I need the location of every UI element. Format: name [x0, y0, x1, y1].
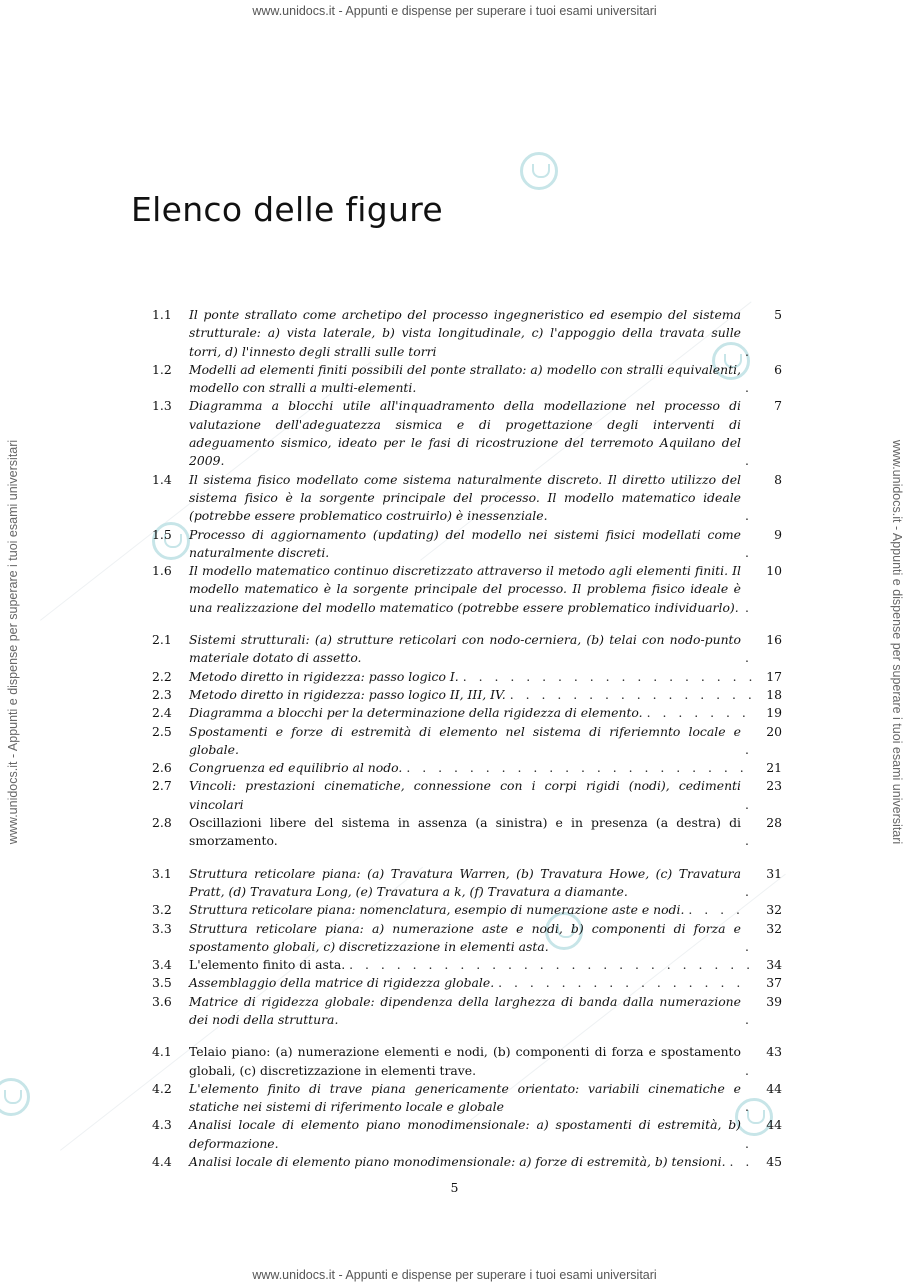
figure-entry[interactable]	[152, 814, 782, 851]
dot-leader	[345, 956, 752, 974]
figure-entry[interactable]	[152, 306, 782, 361]
figure-entry-body	[189, 901, 752, 919]
figure-number: 1.1	[152, 307, 172, 322]
watermark-logo-icon	[520, 152, 558, 190]
figure-number: 3.5	[152, 975, 172, 991]
figure-number: 1.5	[152, 526, 172, 542]
figure-entry[interactable]	[152, 631, 782, 668]
figure-entry-body	[189, 631, 752, 668]
figure-entry-body	[189, 777, 752, 814]
figure-number: 1.4	[152, 471, 172, 487]
figure-number: 3.6	[152, 993, 172, 1009]
figure-entry-body	[189, 397, 752, 470]
dot-leader	[459, 668, 752, 686]
figure-number: 2.6	[152, 760, 172, 776]
figure-caption: L'elemento finito di asta.	[189, 957, 346, 973]
figure-page: 9	[774, 526, 782, 542]
figure-caption: Il sistema fisico modellato come sistema naturalmente discreto. Il diretto utilizzo del sistema fisico è la sorgente principale del processo. Il modello matematico ideale (potrebbe essere problematico costruirlo) è inessenziale.	[189, 471, 741, 524]
figure-number: 1.3	[152, 398, 172, 414]
figure-page: 21	[766, 760, 782, 776]
figure-number: 2.1	[152, 632, 172, 648]
figure-entry-body	[189, 956, 752, 974]
figure-page: 34	[766, 957, 782, 973]
figure-entry-body	[189, 1116, 752, 1153]
figure-page: 19	[766, 705, 782, 721]
figure-entry-body	[189, 471, 752, 526]
figure-caption: Oscillazioni libere del sistema in assenza (a sinistra) e in presenza (a destra) di smorzamento.	[189, 815, 741, 849]
figure-entry[interactable]	[152, 777, 782, 814]
figure-entry[interactable]	[152, 865, 782, 902]
list-of-figures	[152, 306, 782, 1185]
figure-entry[interactable]	[152, 668, 782, 686]
figure-entry[interactable]	[152, 471, 782, 526]
figure-page: 37	[766, 975, 782, 991]
figure-caption: Struttura reticolare piana: (a) Travatura Warren, (b) Travatura Howe, (c) Travatura Pratt, (d) Travatura Long, (e) Travatura a k, (f) Travatura a diamante.	[189, 865, 741, 899]
figure-entry[interactable]	[152, 993, 782, 1030]
figure-entry-body	[189, 526, 752, 563]
figure-entry[interactable]	[152, 759, 782, 777]
figure-group	[152, 865, 782, 1030]
figure-page: 20	[766, 723, 782, 739]
figure-entry-body	[189, 1153, 752, 1171]
figure-page: 10	[766, 563, 782, 579]
figure-caption: Telaio piano: (a) numerazione elementi e nodi, (b) componenti di forza e spostamento globali, (c) discretizzazione in elementi trave.	[189, 1044, 741, 1078]
figure-caption: Matrice di rigidezza globale: dipendenza della larghezza di banda dalla numerazione dei nodi della struttura.	[189, 993, 741, 1027]
figure-entry-body	[189, 865, 752, 902]
figure-number: 3.4	[152, 957, 172, 973]
dot-leader	[726, 1153, 752, 1171]
figure-number: 2.7	[152, 778, 172, 794]
watermark-logo-icon	[0, 1078, 30, 1116]
figure-number: 3.1	[152, 865, 172, 881]
figure-entry[interactable]	[152, 526, 782, 563]
figure-number: 1.2	[152, 361, 172, 377]
figure-group	[152, 631, 782, 851]
figure-caption: Vincoli: prestazioni cinematiche, connessione con i corpi rigidi (nodi), cedimenti vincolari	[189, 778, 741, 812]
figure-page: 32	[766, 920, 782, 936]
figure-entry[interactable]	[152, 397, 782, 470]
figure-entry-body	[189, 361, 752, 398]
figure-page: 45	[766, 1154, 782, 1170]
figure-page: 6	[774, 361, 782, 377]
figure-caption: Metodo diretto in rigidezza: passo logico II, III, IV.	[189, 686, 506, 702]
figure-caption: Diagramma a blocchi per la determinazione della rigidezza di elemento.	[189, 705, 643, 721]
figure-entry-body	[189, 1080, 752, 1117]
bottom-banner[interactable]: www.unidocs.it - Appunti e dispense per superare i tuoi esami universitari	[252, 1268, 657, 1282]
figure-entry-body	[189, 759, 752, 777]
figure-page: 31	[766, 865, 782, 881]
figure-entry-body	[189, 686, 752, 704]
figure-number: 4.2	[152, 1080, 172, 1096]
page-number: 5	[450, 1180, 459, 1195]
figure-caption: Processo di aggiornamento (updating) del modello nei sistemi fisici modellati come naturalmente discreti.	[189, 526, 741, 560]
figure-page: 18	[766, 686, 782, 702]
figure-entry-body	[189, 974, 752, 992]
figure-caption: Congruenza ed equilibrio al nodo.	[189, 760, 403, 776]
figure-entry[interactable]	[152, 361, 782, 398]
page-title: Elenco delle figure	[131, 190, 443, 229]
figure-number: 1.6	[152, 563, 172, 579]
figure-number: 3.2	[152, 902, 172, 918]
figure-entry-body	[189, 814, 752, 851]
figure-page: 44	[766, 1080, 782, 1096]
figure-caption: Metodo diretto in rigidezza: passo logico I.	[189, 668, 459, 684]
left-side-banner[interactable]: www.unidocs.it - Appunti e dispense per superare i tuoi esami universitari	[6, 439, 20, 845]
figure-page: 28	[766, 815, 782, 831]
dot-leader	[684, 901, 752, 919]
figure-group	[152, 1043, 782, 1171]
figure-entry-body	[189, 668, 752, 686]
figure-entry[interactable]	[152, 562, 782, 617]
figure-entry-body	[189, 920, 752, 957]
figure-entry[interactable]	[152, 901, 782, 919]
figure-page: 44	[766, 1117, 782, 1133]
figure-caption: Analisi locale di elemento piano monodimensionale: a) forze di estremità, b) tensioni.	[189, 1154, 726, 1170]
figure-caption: Sistemi strutturali: (a) strutture reticolari con nodo-cerniera, (b) telai con nodo-punto materiale dotato di assetto.	[189, 632, 741, 666]
figure-entry[interactable]	[152, 1043, 782, 1080]
figure-caption: Modelli ad elementi finiti possibili del ponte strallato: a) modello con stralli equivalenti, modello con stralli a multi-elementi.	[189, 361, 741, 396]
figure-page: 32	[766, 902, 782, 918]
figure-entry-body	[189, 562, 752, 617]
figure-caption: L'elemento finito di trave piana genericamente orientato: variabili cinematiche e statiche nei sistemi di riferimento locale e globale	[189, 1080, 741, 1115]
figure-number: 2.5	[152, 723, 172, 739]
figure-page: 8	[774, 471, 782, 487]
figure-page: 16	[766, 632, 782, 648]
figure-entry[interactable]	[152, 704, 782, 722]
figure-page: 17	[766, 668, 782, 684]
figure-caption: Struttura reticolare piana: nomenclatura, esempio di numerazione aste e nodi.	[189, 902, 685, 918]
figure-group	[152, 306, 782, 617]
figure-page: 39	[766, 993, 782, 1009]
figure-entry[interactable]	[152, 1116, 782, 1153]
figure-number: 2.2	[152, 668, 172, 684]
figure-number: 4.4	[152, 1154, 172, 1170]
figure-number: 4.3	[152, 1117, 172, 1133]
figure-entry-body	[189, 1043, 752, 1080]
figure-entry[interactable]	[152, 686, 782, 704]
figure-number: 4.1	[152, 1044, 172, 1060]
figure-entry-body	[189, 993, 752, 1030]
figure-entry[interactable]	[152, 974, 782, 992]
figure-entry[interactable]	[152, 956, 782, 974]
figure-caption: Il ponte strallato come archetipo del processo ingegneristico ed esempio del sistema strutturale: a) vista laterale, b) vista longitudinale, c) l'appoggio della travata sulle torri, d) l'innesto degli stralli sulle torri	[189, 307, 741, 359]
figure-caption: Spostamenti e forze di estremità di elemento nel sistema di riferiemnto locale e globale.	[189, 723, 741, 757]
right-side-banner[interactable]: www.unidocs.it - Appunti e dispense per superare i tuoi esami universitari	[890, 439, 904, 845]
dot-leader	[506, 686, 752, 704]
figure-page: 5	[774, 307, 782, 322]
figure-entry[interactable]	[152, 723, 782, 760]
dot-leader	[643, 704, 752, 722]
figure-caption: Il modello matematico continuo discretizzato attraverso il metodo agli elementi finiti. Il modello matematico è la sorgente principale del processo. Il problema fisico ideale è una realizzazione del modello matematico (potrebbe essere problematico individuarlo).	[189, 563, 741, 615]
top-banner[interactable]: www.unidocs.it - Appunti e dispense per superare i tuoi esami universitari	[252, 4, 657, 18]
figure-number: 2.3	[152, 686, 172, 702]
figure-caption: Diagramma a blocchi utile all'inquadramento della modellazione nel processo di valutazione dell'adeguatezza sismica e di progettazione degli interventi di adeguamento sismico, ideato per le fasi di ricostruzione del terremoto Aquilano del 2009.	[189, 398, 741, 469]
dot-leader	[494, 974, 752, 992]
figure-caption: Analisi locale di elemento piano monodimensionale: a) spostamenti di estremità, b) deformazione.	[189, 1117, 741, 1151]
figure-entry-body	[189, 704, 752, 722]
figure-entry[interactable]	[152, 1080, 782, 1117]
figure-entry-body	[189, 723, 752, 760]
figure-entry[interactable]	[152, 920, 782, 957]
figure-page: 43	[766, 1044, 782, 1060]
figure-page: 23	[766, 778, 782, 794]
figure-number: 3.3	[152, 920, 172, 936]
figure-caption: Assemblaggio della matrice di rigidezza globale.	[189, 975, 495, 991]
figure-caption: Struttura reticolare piana: a) numerazione aste e nodi, b) componenti di forza e spostamento globali, c) discretizzazione in elementi asta.	[189, 920, 741, 954]
figure-number: 2.4	[152, 705, 172, 721]
figure-entry-body	[189, 306, 752, 361]
figure-number: 2.8	[152, 815, 172, 831]
dot-leader	[402, 759, 752, 777]
figure-entry[interactable]	[152, 1153, 782, 1171]
figure-page: 7	[774, 398, 782, 414]
